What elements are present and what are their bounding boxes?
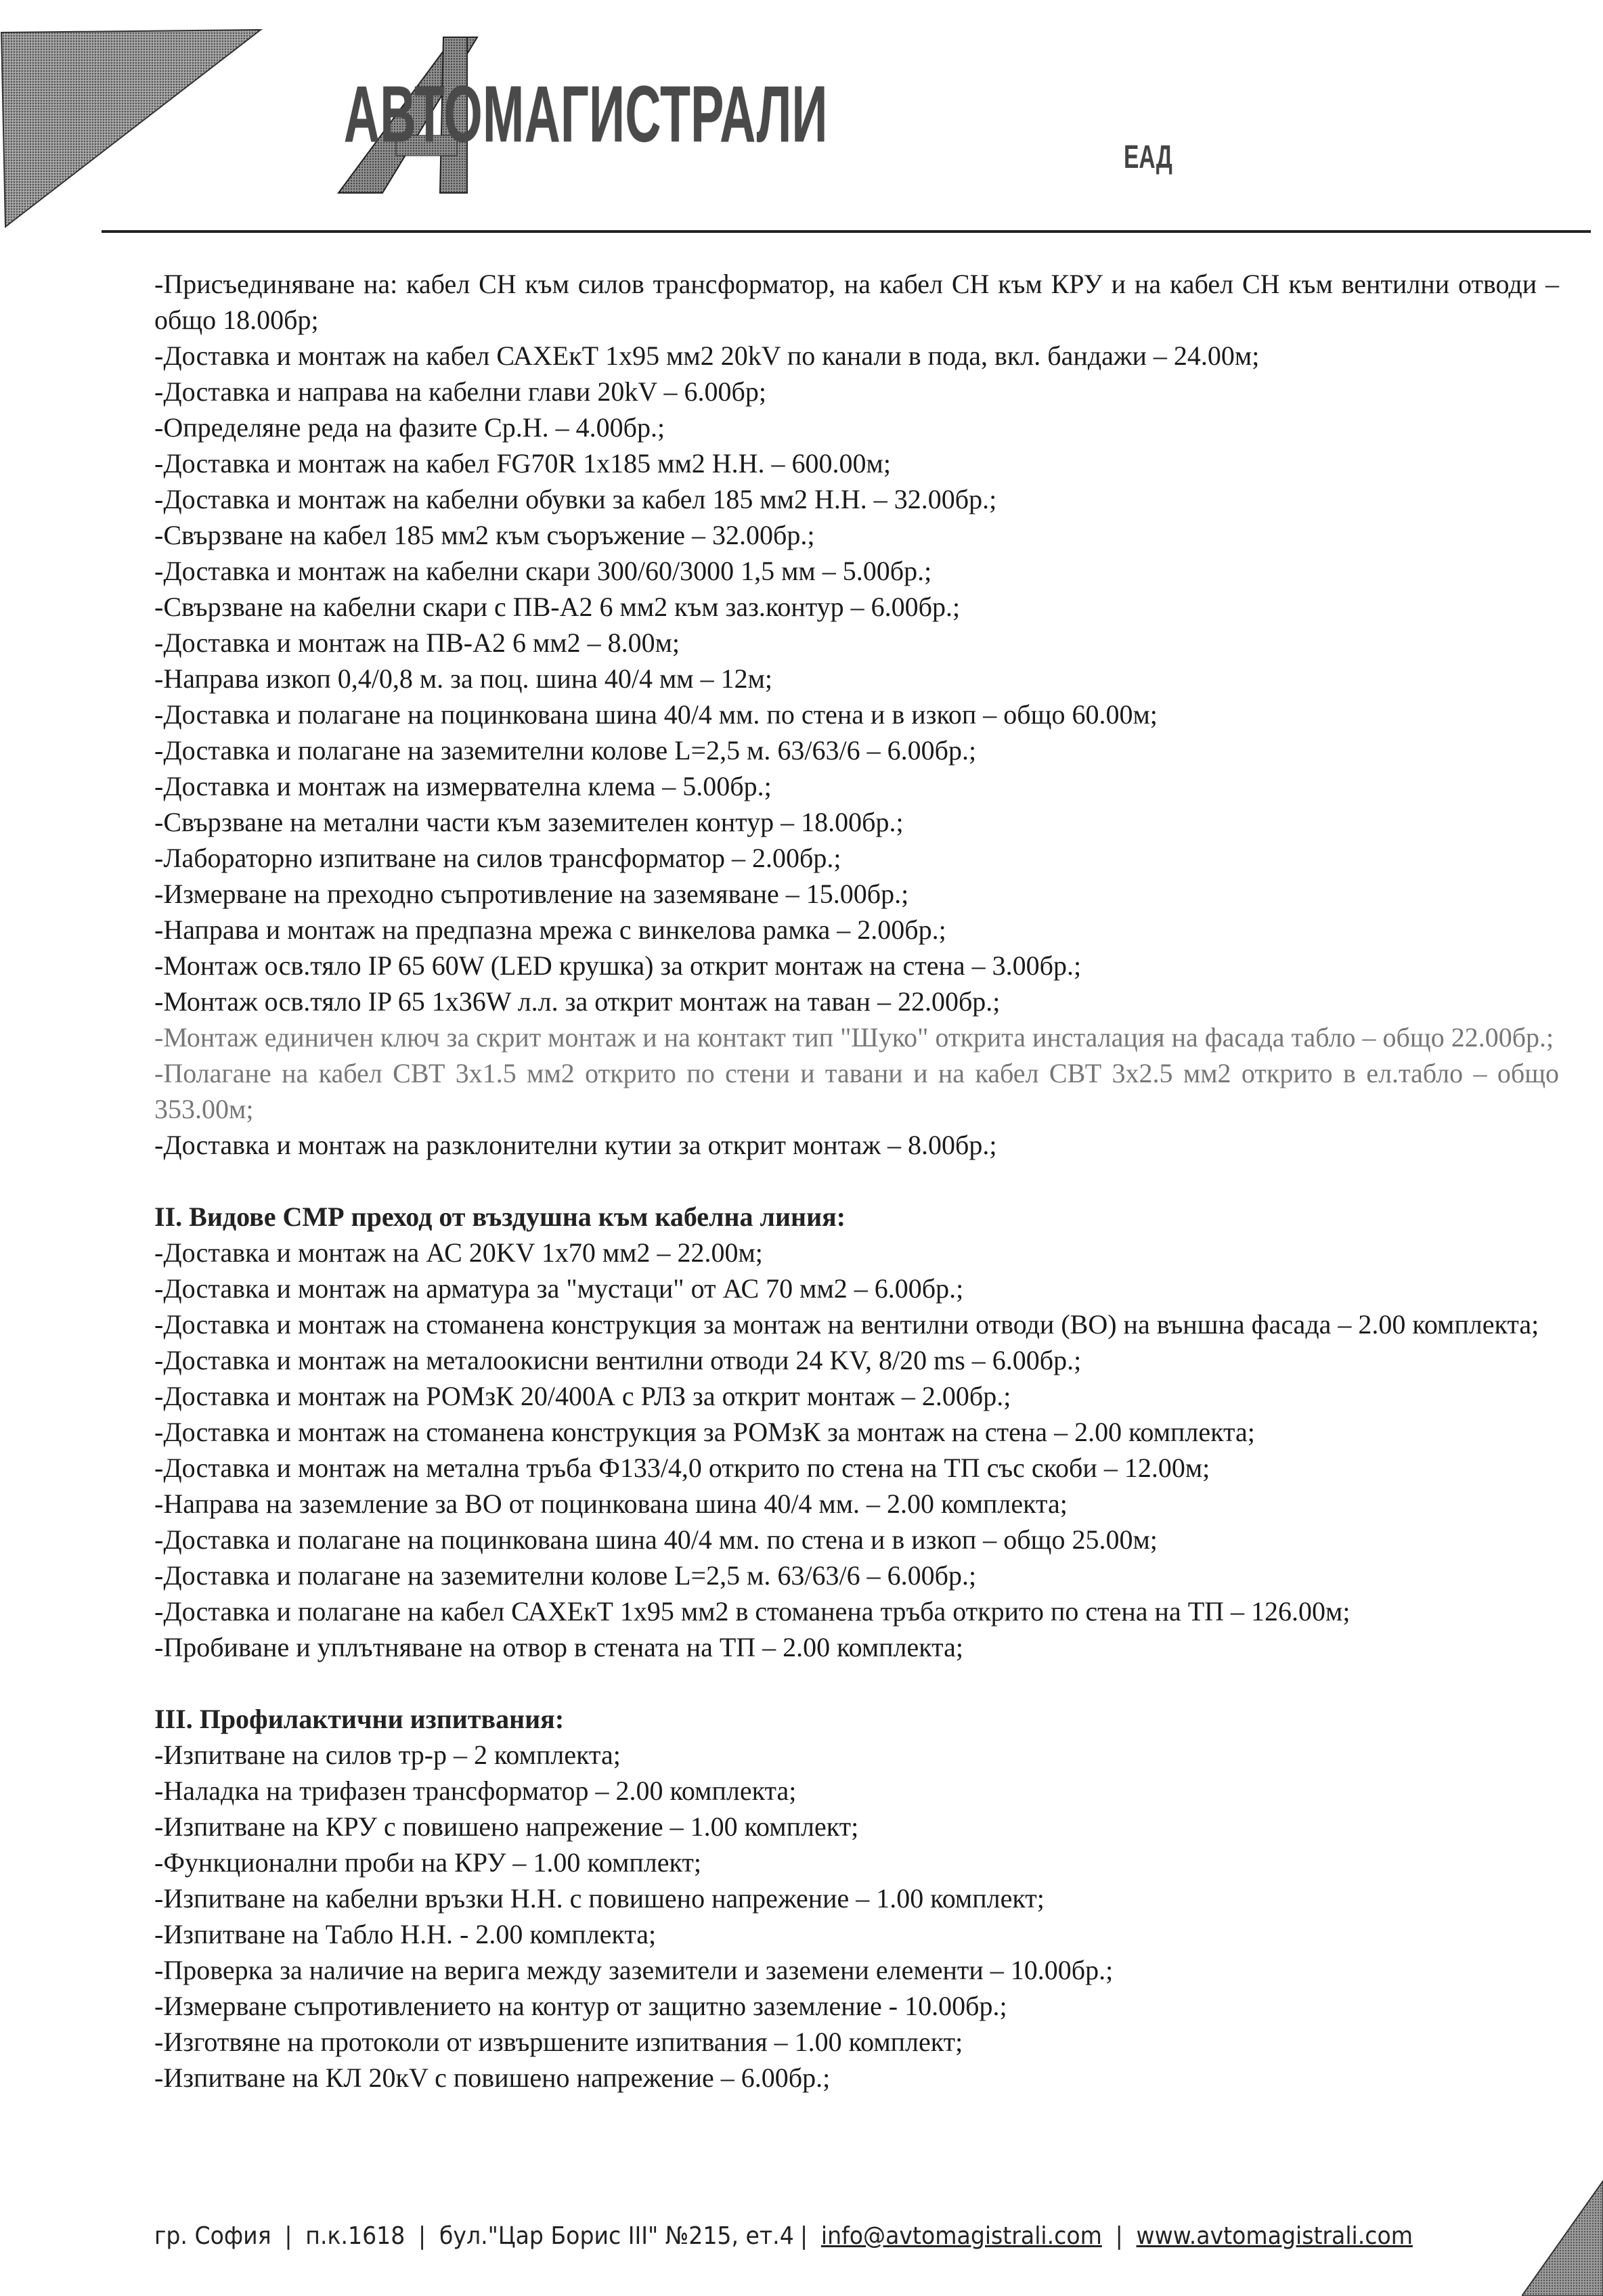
footer-separator: | <box>418 2222 426 2250</box>
list-item: -Проверка за наличие на верига между заземители и заземени елементи – 10.00бр.; <box>154 1955 1114 1985</box>
list-item: -Доставка и монтаж на кабел САХЕкТ 1х95 мм2 20kV по канали в пода, вкл. бандажи – 24.00м; <box>154 340 1260 371</box>
list-item: -Пробиване и уплътняване на отвор в стената на ТП – 2.00 комплекта; <box>154 1632 963 1662</box>
list-item: -Доставка и направа на кабелни глави 20kV – 6.00бр; <box>154 376 766 407</box>
list-item: -Свързване на кабелни скари с ПВ-А2 6 мм2 към заз.контур – 6.00бр.; <box>154 592 961 622</box>
list-item: -Направа изкоп 0,4/0,8 м. за поц. шина 40/4 мм – 12м; <box>154 663 773 694</box>
list-item: -Лабораторно изпитване на силов трансформатор – 2.00бр.; <box>154 843 841 873</box>
list-item: -Свързване на метални части към заземителен контур – 18.00бр.; <box>154 807 904 837</box>
list-item: -Изпитване на КЛ 20кV с повишено напрежение – 6.00бр.; <box>154 2062 831 2093</box>
footer-email-link[interactable]: info@avtomagistrali.com <box>820 2222 1102 2250</box>
list-item: -Доставка и монтаж на кабелни скари 300/60/3000 1,5 мм – 5.00бр.; <box>154 556 932 586</box>
company-legal-form: ЕАД <box>1124 139 1172 175</box>
list-item: -Направа на заземление за ВО от поцинкована шина 40/4 мм. – 2.00 комплекта; <box>154 1488 1068 1519</box>
footer-postal-code: п.к.1618 <box>305 2222 405 2250</box>
list-item: -Изпитване на силов тр-р – 2 комплекта; <box>154 1740 621 1770</box>
document-body <box>154 266 1559 2096</box>
list-item: -Изпитване на кабелни връзки Н.Н. с повишено напрежение – 1.00 комплект; <box>154 1883 1045 1914</box>
list-item: -Измерване на преходно съпротивление на заземяване – 15.00бр.; <box>154 879 909 909</box>
footer-separator: | <box>1115 2222 1123 2250</box>
list-item: -Доставка и монтаж на кабел FG70R 1х185 мм2 Н.Н. – 600.00м; <box>154 448 891 479</box>
list-item: -Монтаж осв.тяло IP 65 1х36W л.л. за открит монтаж на таван – 22.00бр.; <box>154 986 1001 1017</box>
list-item: -Доставка и монтаж на измервателна клема – 5.00бр.; <box>154 771 772 801</box>
list-item: -Монтаж единичен ключ за скрит монтаж и на контакт тип "Шуко" открита инсталация на фасада табло – общо 22.00бр.; <box>154 1022 1554 1053</box>
list-item: -Доставка и монтаж на стоманена конструкция за монтаж на вентилни отводи (ВО) на външна фасада – 2.00 комплекта; <box>154 1309 1539 1340</box>
company-name: АВТОМАГИСТРАЛИ <box>344 70 828 159</box>
section-2-heading: II. Видове СМР преход от въздушна към кабелна линия: <box>154 1201 846 1232</box>
list-item: -Наладка на трифазен трансформатор – 2.00 комплекта; <box>154 1775 797 1806</box>
corner-wedge-icon <box>1522 2161 1603 2296</box>
section-2-list <box>154 1235 1559 1665</box>
list-item: -Свързване на кабел 185 мм2 към съоръжение – 32.00бр.; <box>154 520 815 550</box>
list-item: -Измерване съпротивлението на контур от защитно заземление - 10.00бр.; <box>154 1991 1007 2021</box>
list-item: -Присъединяване на: кабел СН към силов трансформатор, на кабел СН към КРУ и на кабел СН към вентилни отводи – общо 18.00бр; <box>154 269 1559 335</box>
list-item: -Доставка и полагане на поцинкована шина 40/4 мм. по стена и в изкоп – общо 60.00м; <box>154 699 1158 730</box>
list-item: -Определяне реда на фазите Ср.Н. – 4.00бр.; <box>154 412 665 443</box>
list-item: -Доставка и монтаж на стоманена конструкция за РОМзК за монтаж на стена – 2.00 комплекта; <box>154 1417 1255 1447</box>
list-item: -Доставка и полагане на заземителни колове L=2,5 м. 63/63/6 – 6.00бр.; <box>154 1560 977 1591</box>
list-item: -Доставка и монтаж на ПВ-А2 6 мм2 – 8.00м; <box>154 627 680 658</box>
footer-separator: | <box>799 2222 808 2250</box>
list-item: -Доставка и полагане на кабел САХЕкТ 1х95 мм2 в стоманена тръба открито по стена на ТП – 126.00м; <box>154 1596 1351 1627</box>
list-item: -Изготвяне на протоколи от извършените изпитвания – 1.00 комплект; <box>154 2027 963 2057</box>
list-item: -Изпитване на КРУ с повишено напрежение – 1.00 комплект; <box>154 1811 859 1842</box>
list-item: -Доставка и монтаж на РОМзК 20/400А с РЛЗ за открит монтаж – 2.00бр.; <box>154 1381 1011 1411</box>
list-item: -Направа и монтаж на предпазна мрежа с винкелова рамка – 2.00бр.; <box>154 914 946 945</box>
list-item: -Доставка и монтаж на арматура за "мустаци" от АС 70 мм2 – 6.00бр.; <box>154 1273 964 1304</box>
header-divider <box>102 230 1591 233</box>
footer-address: бул."Цар Борис III" №215, ет.4 <box>439 2222 794 2250</box>
list-item: -Доставка и монтаж на кабелни обувки за кабел 185 мм2 Н.Н. – 32.00бр.; <box>154 484 997 514</box>
section-3-heading: III. Профилактични изпитвания: <box>154 1704 565 1734</box>
list-item: -Функционални проби на КРУ – 1.00 комплект; <box>154 1847 702 1878</box>
list-item: -Доставка и монтаж на метална тръба Ф133/4,0 открито по стена на ТП със скоби – 12.00м; <box>154 1453 1210 1483</box>
list-item: -Доставка и монтаж на разклонителни кутии за открит монтаж – 8.00бр.; <box>154 1130 997 1160</box>
logo-wedge-icon <box>0 0 271 244</box>
list-item: -Доставка и полагане на заземителни колове L=2,5 м. 63/63/6 – 6.00бр.; <box>154 735 977 766</box>
letterhead <box>0 0 1603 244</box>
footer-website-link[interactable]: www.avtomagistrali.com <box>1136 2222 1413 2250</box>
list-item: -Доставка и полагане на поцинкована шина 40/4 мм. по стена и в изкоп – общо 25.00м; <box>154 1524 1158 1555</box>
list-item: -Доставка и монтаж на АС 20KV 1х70 мм2 – 22.00м; <box>154 1237 763 1268</box>
footer-city: гр. София <box>154 2222 271 2250</box>
list-item: -Доставка и монтаж на металоокисни вентилни отводи 24 KV, 8/20 ms – 6.00бр.; <box>154 1345 1082 1375</box>
list-item: -Полагане на кабел СВТ 3х1.5 мм2 открито по стени и тавани и на кабел СВТ 3х2.5 мм2 открито в ел.табло – общо 353.00м; <box>154 1058 1559 1124</box>
letterhead-footer <box>154 2222 1413 2250</box>
list-item: -Изпитване на Табло Н.Н. - 2.00 комплекта; <box>154 1919 657 1949</box>
section-1-list <box>154 266 1559 1163</box>
section-3-list <box>154 1737 1559 2096</box>
list-item: -Монтаж осв.тяло IP 65 60W (LED крушка) за открит монтаж на стена – 3.00бр.; <box>154 950 1082 981</box>
footer-separator: | <box>284 2222 292 2250</box>
